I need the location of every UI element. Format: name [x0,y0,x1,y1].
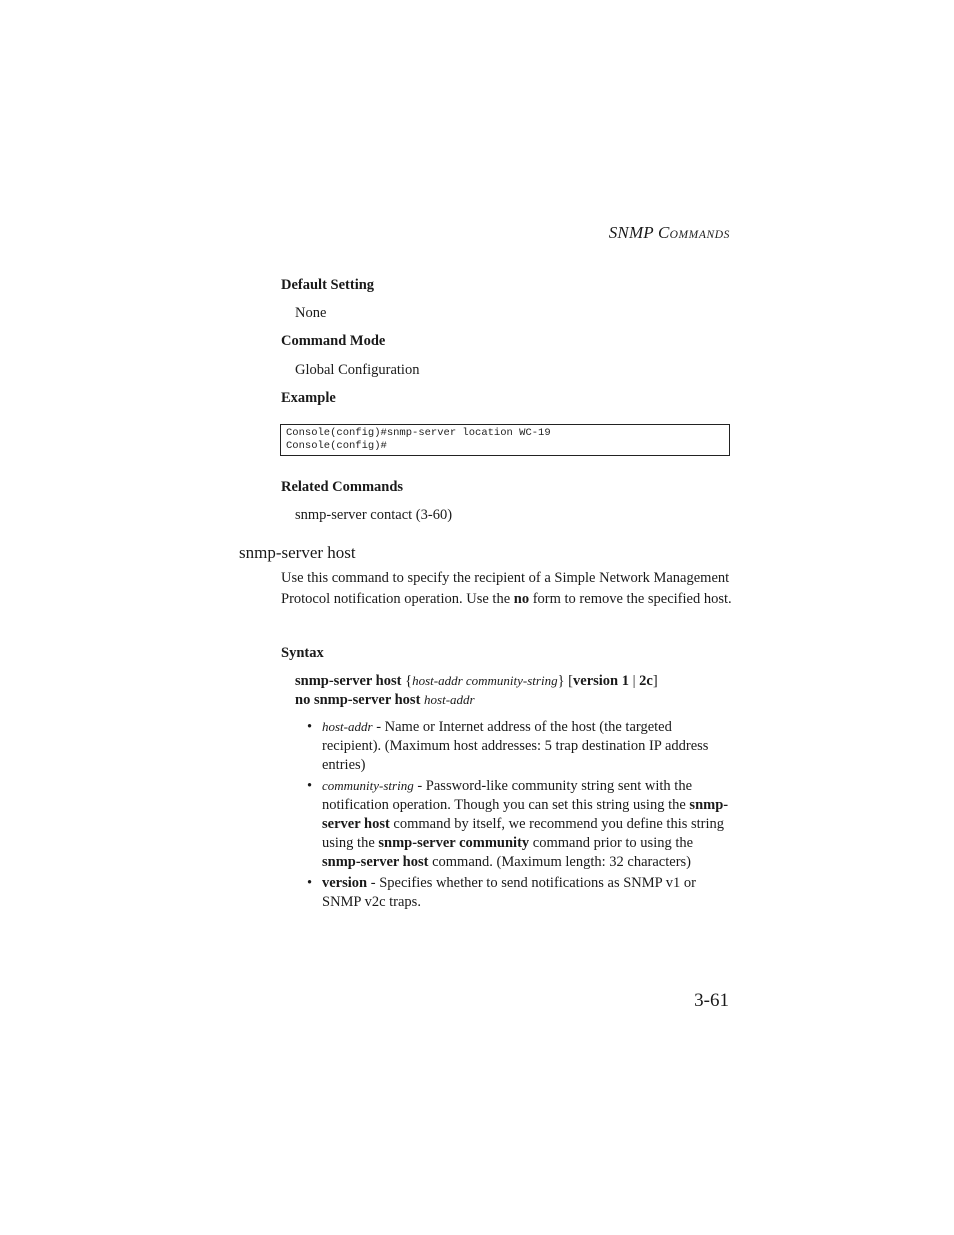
parameter-list [307,718,732,915]
default-setting-value: None [295,305,327,321]
syntax-args: host-addr community-string [412,673,558,688]
bullet-icon: • [307,778,313,795]
syntax-open-brace: { [401,673,413,689]
list-item [307,777,732,871]
syntax-command: snmp-server host [295,673,402,689]
related-commands-heading: Related Commands [281,479,404,495]
running-header-smallcaps: OMMANDS [669,229,730,241]
list-item [307,718,732,774]
command-title: snmp-server host [239,543,356,562]
example-code: Console(config)#snmp-server location WC-19 Console(config)# [286,427,551,452]
syntax-no-arg: host-addr [424,692,475,707]
param-description: command prior to using the [529,834,694,851]
syntax-no-command: no snmp-server host [295,692,421,708]
related-command-item: snmp-server contact (3-60) [295,507,453,523]
bullet-icon: • [307,719,313,735]
command-description [281,568,736,609]
param-name: community-string [322,778,414,794]
page-number: 3-61 [694,990,729,1011]
default-setting-heading: Default Setting [281,277,375,293]
param-name: host-addr [322,719,373,734]
command-mode-value: Global Configuration [295,362,420,378]
param-bold-command: snmp-server community [378,834,530,851]
description-no-keyword: no [513,590,530,607]
syntax-v2c: 2c [639,673,653,689]
param-name: version [322,875,368,892]
param-bold-command: snmp-server host [322,797,729,832]
example-heading: Example [281,390,336,406]
param-description: - Specifies whether to send notifications as SNMP v1 or SNMP v2c traps. [322,875,696,911]
bullet-icon: • [307,875,313,892]
param-description: - Name or Internet address of the host (the targeted recipient). (Maximum host addresses: 5 trap destination IP address entries) [322,719,709,773]
syntax-line-1 [295,673,658,690]
description-text-2: form to remove the specified host. [529,590,732,607]
param-description: - Password-like community string sent with the notification operation. Though you can set this string using the [322,778,693,814]
param-description: command. (Maximum length: 32 characters) [428,853,691,870]
syntax-line-2 [295,692,475,709]
param-description: command by itself, we recommend you define this string using the [322,815,725,851]
command-mode-heading: Command Mode [281,333,386,349]
syntax-bar: | [629,673,640,689]
running-header-main: SNMP C [608,223,670,242]
list-item [307,874,732,912]
param-bold-command: snmp-server host [322,853,429,870]
syntax-close-bracket: ] [652,673,658,689]
syntax-close-brace: } [ [557,673,574,689]
syntax-heading: Syntax [281,645,324,661]
example-code-box [280,424,730,456]
running-header [609,223,730,243]
syntax-version: version 1 [573,673,629,689]
description-text-1: Use this command to specify the recipient of a Simple Network Management Protocol notification operation. Use the [281,570,730,607]
